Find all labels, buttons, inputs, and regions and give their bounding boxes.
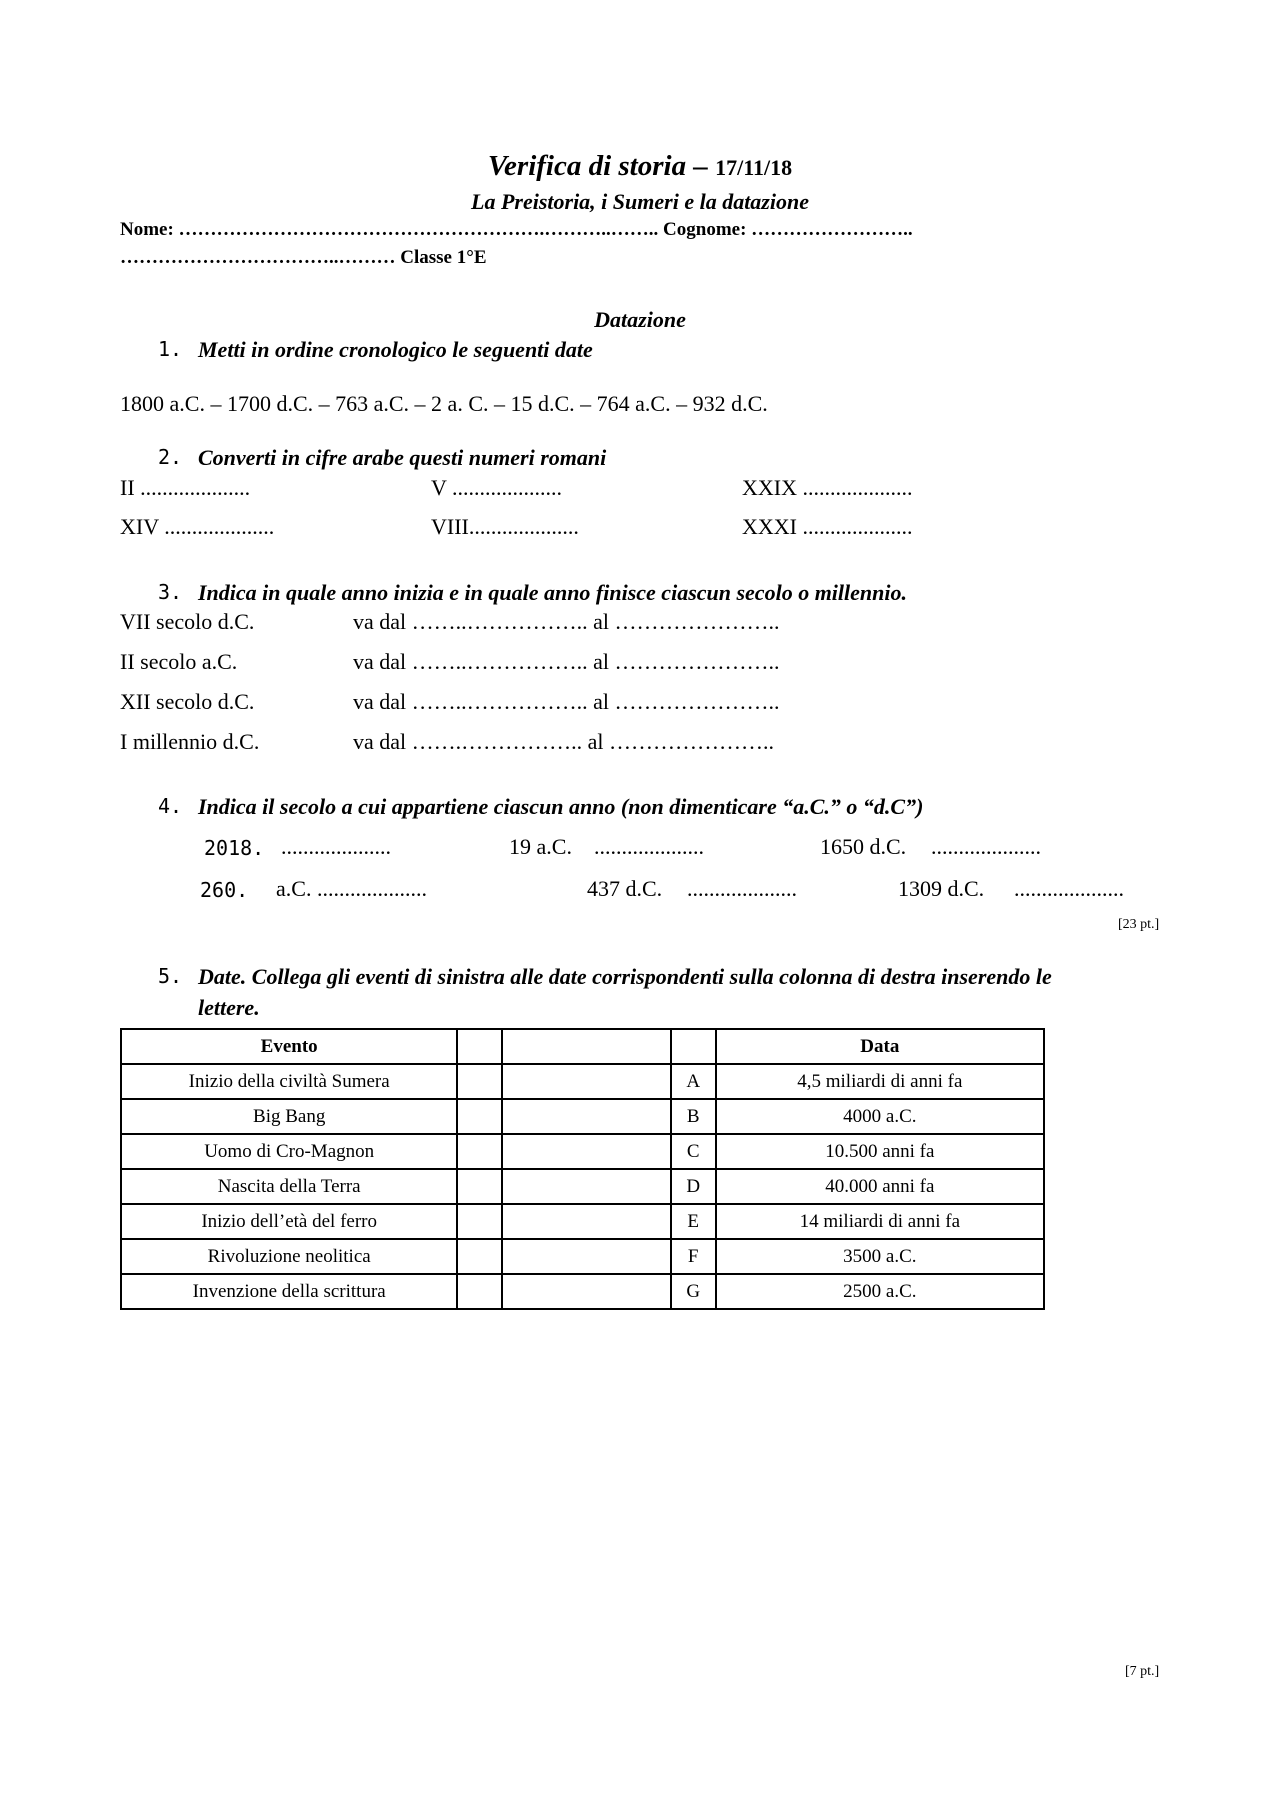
spacer-cell [502, 1274, 671, 1309]
letter-cell [671, 1029, 716, 1064]
year-blank: .................... [281, 834, 391, 859]
answer-cell[interactable] [457, 1134, 502, 1169]
table-row [121, 1134, 1044, 1169]
date-cell: 10.500 anni fa [716, 1134, 1044, 1169]
spacer-cell [502, 1064, 671, 1099]
question-prompt: Metti in ordine cronologico le seguenti date [198, 337, 593, 362]
section-heading: Datazione [594, 307, 686, 332]
answer-cell [457, 1029, 502, 1064]
classe-line: ……………………………..……… Classe 1°E [120, 247, 487, 268]
event-cell: Invenzione della scrittura [121, 1274, 457, 1309]
century-range: va dal ……..…………….. al ………………….. [353, 689, 780, 714]
date-cell: 2500 a.C. [716, 1274, 1044, 1309]
table-row [121, 1239, 1044, 1274]
table-row [121, 1204, 1044, 1239]
page-title [0, 150, 1280, 183]
century-label: II secolo a.C. [120, 649, 238, 674]
answer-cell[interactable] [457, 1064, 502, 1099]
question-prompt: Indica il secolo a cui appartiene ciascun anno (non dimenticare “a.C.” o “d.C”) [198, 794, 924, 819]
letter-cell: E [671, 1204, 716, 1239]
spacer-cell [502, 1169, 671, 1204]
matching-table [120, 1028, 1045, 1310]
question-prompt: Converti in cifre arabe questi numeri romani [198, 445, 607, 470]
question-prompt-continued: lettere. [198, 995, 260, 1020]
question-number: 5. [158, 964, 183, 988]
answer-cell[interactable] [457, 1274, 502, 1309]
century-label: VII secolo d.C. [120, 609, 255, 634]
century-range: va dal ……..…………….. al ………………….. [353, 649, 780, 674]
table-row [121, 1064, 1044, 1099]
answer-cell[interactable] [457, 1169, 502, 1204]
title-text: Verifica di storia – [487, 150, 708, 182]
question-3 [158, 580, 1158, 608]
spacer-cell [502, 1239, 671, 1274]
roman-item: II .................... [120, 475, 251, 500]
points-label: [7 pt.] [1125, 1664, 1160, 1679]
event-cell: Nascita della Terra [121, 1169, 457, 1204]
century-range: va dal ……..…………….. al ………………….. [353, 609, 780, 634]
spacer-cell [502, 1029, 671, 1064]
year-item: 260. [200, 878, 249, 902]
date-cell: 4000 a.C. [716, 1099, 1044, 1134]
year-item: 437 d.C. [587, 876, 663, 901]
letter-cell: A [671, 1064, 716, 1099]
table-row [121, 1169, 1044, 1204]
header-evento: Evento [121, 1029, 457, 1064]
letter-cell: F [671, 1239, 716, 1274]
roman-item: XIV .................... [120, 514, 275, 539]
year-item: 1309 d.C. [898, 876, 985, 901]
question-prompt: Indica in quale anno inizia e in quale anno finisce ciascun secolo o millennio. [198, 580, 907, 605]
event-cell: Inizio dell’età del ferro [121, 1204, 457, 1239]
spacer-cell [502, 1204, 671, 1239]
title-date: 17/11/18 [715, 155, 793, 180]
date-cell: 3500 a.C. [716, 1239, 1044, 1274]
letter-cell: B [671, 1099, 716, 1134]
event-cell: Big Bang [121, 1099, 457, 1134]
answer-cell[interactable] [457, 1204, 502, 1239]
answer-cell[interactable] [457, 1099, 502, 1134]
question-1 [158, 337, 1158, 365]
event-cell: Rivoluzione neolitica [121, 1239, 457, 1274]
century-label: I millennio d.C. [120, 729, 260, 754]
spacer-cell [502, 1134, 671, 1169]
date-cell: 14 miliardi di anni fa [716, 1204, 1044, 1239]
page-subtitle: La Preistoria, i Sumeri e la datazione [471, 189, 809, 214]
roman-item: V .................... [431, 475, 562, 500]
question-number: 4. [158, 794, 183, 818]
answer-cell[interactable] [457, 1239, 502, 1274]
q1-dates: 1800 a.C. – 1700 d.C. – 763 a.C. – 2 a. C. – 15 d.C. – 764 a.C. – 932 d.C. [120, 391, 768, 416]
header-data: Data [716, 1029, 1044, 1064]
year-item: 2018. [204, 836, 265, 860]
points-label: [23 pt.] [1118, 917, 1160, 932]
year-blank: .................... [687, 876, 797, 901]
event-cell: Uomo di Cro-Magnon [121, 1134, 457, 1169]
year-blank: a.C. .................... [276, 876, 427, 901]
question-5 [158, 964, 1158, 992]
table-header-row [121, 1029, 1044, 1064]
question-number: 3. [158, 580, 183, 604]
century-range: va dal …….…………….. al ………………….. [353, 729, 775, 754]
nome-cognome-line: Nome: ………………………………………………….………..…….. Cognome: …………………….. [120, 219, 913, 240]
question-4 [158, 794, 1158, 822]
question-number: 2. [158, 445, 183, 469]
roman-item: XXIX .................... [742, 475, 913, 500]
roman-item: XXXI .................... [742, 514, 913, 539]
date-cell: 40.000 anni fa [716, 1169, 1044, 1204]
year-blank: .................... [1014, 876, 1124, 901]
year-blank: .................... [594, 834, 704, 859]
question-prompt: Date. Collega gli eventi di sinistra alle date corrispondenti sulla colonna di destra inserendo le [198, 964, 1052, 989]
question-2 [158, 445, 1158, 473]
event-cell: Inizio della civiltà Sumera [121, 1064, 457, 1099]
date-cell: 4,5 miliardi di anni fa [716, 1064, 1044, 1099]
question-number: 1. [158, 337, 183, 361]
spacer-cell [502, 1099, 671, 1134]
letter-cell: C [671, 1134, 716, 1169]
year-item: 19 a.C. [509, 834, 572, 859]
year-blank: .................... [931, 834, 1041, 859]
letter-cell: D [671, 1169, 716, 1204]
roman-item: VIII.................... [431, 514, 579, 539]
letter-cell: G [671, 1274, 716, 1309]
table-row [121, 1274, 1044, 1309]
year-item: 1650 d.C. [820, 834, 907, 859]
century-label: XII secolo d.C. [120, 689, 255, 714]
table-row [121, 1099, 1044, 1134]
